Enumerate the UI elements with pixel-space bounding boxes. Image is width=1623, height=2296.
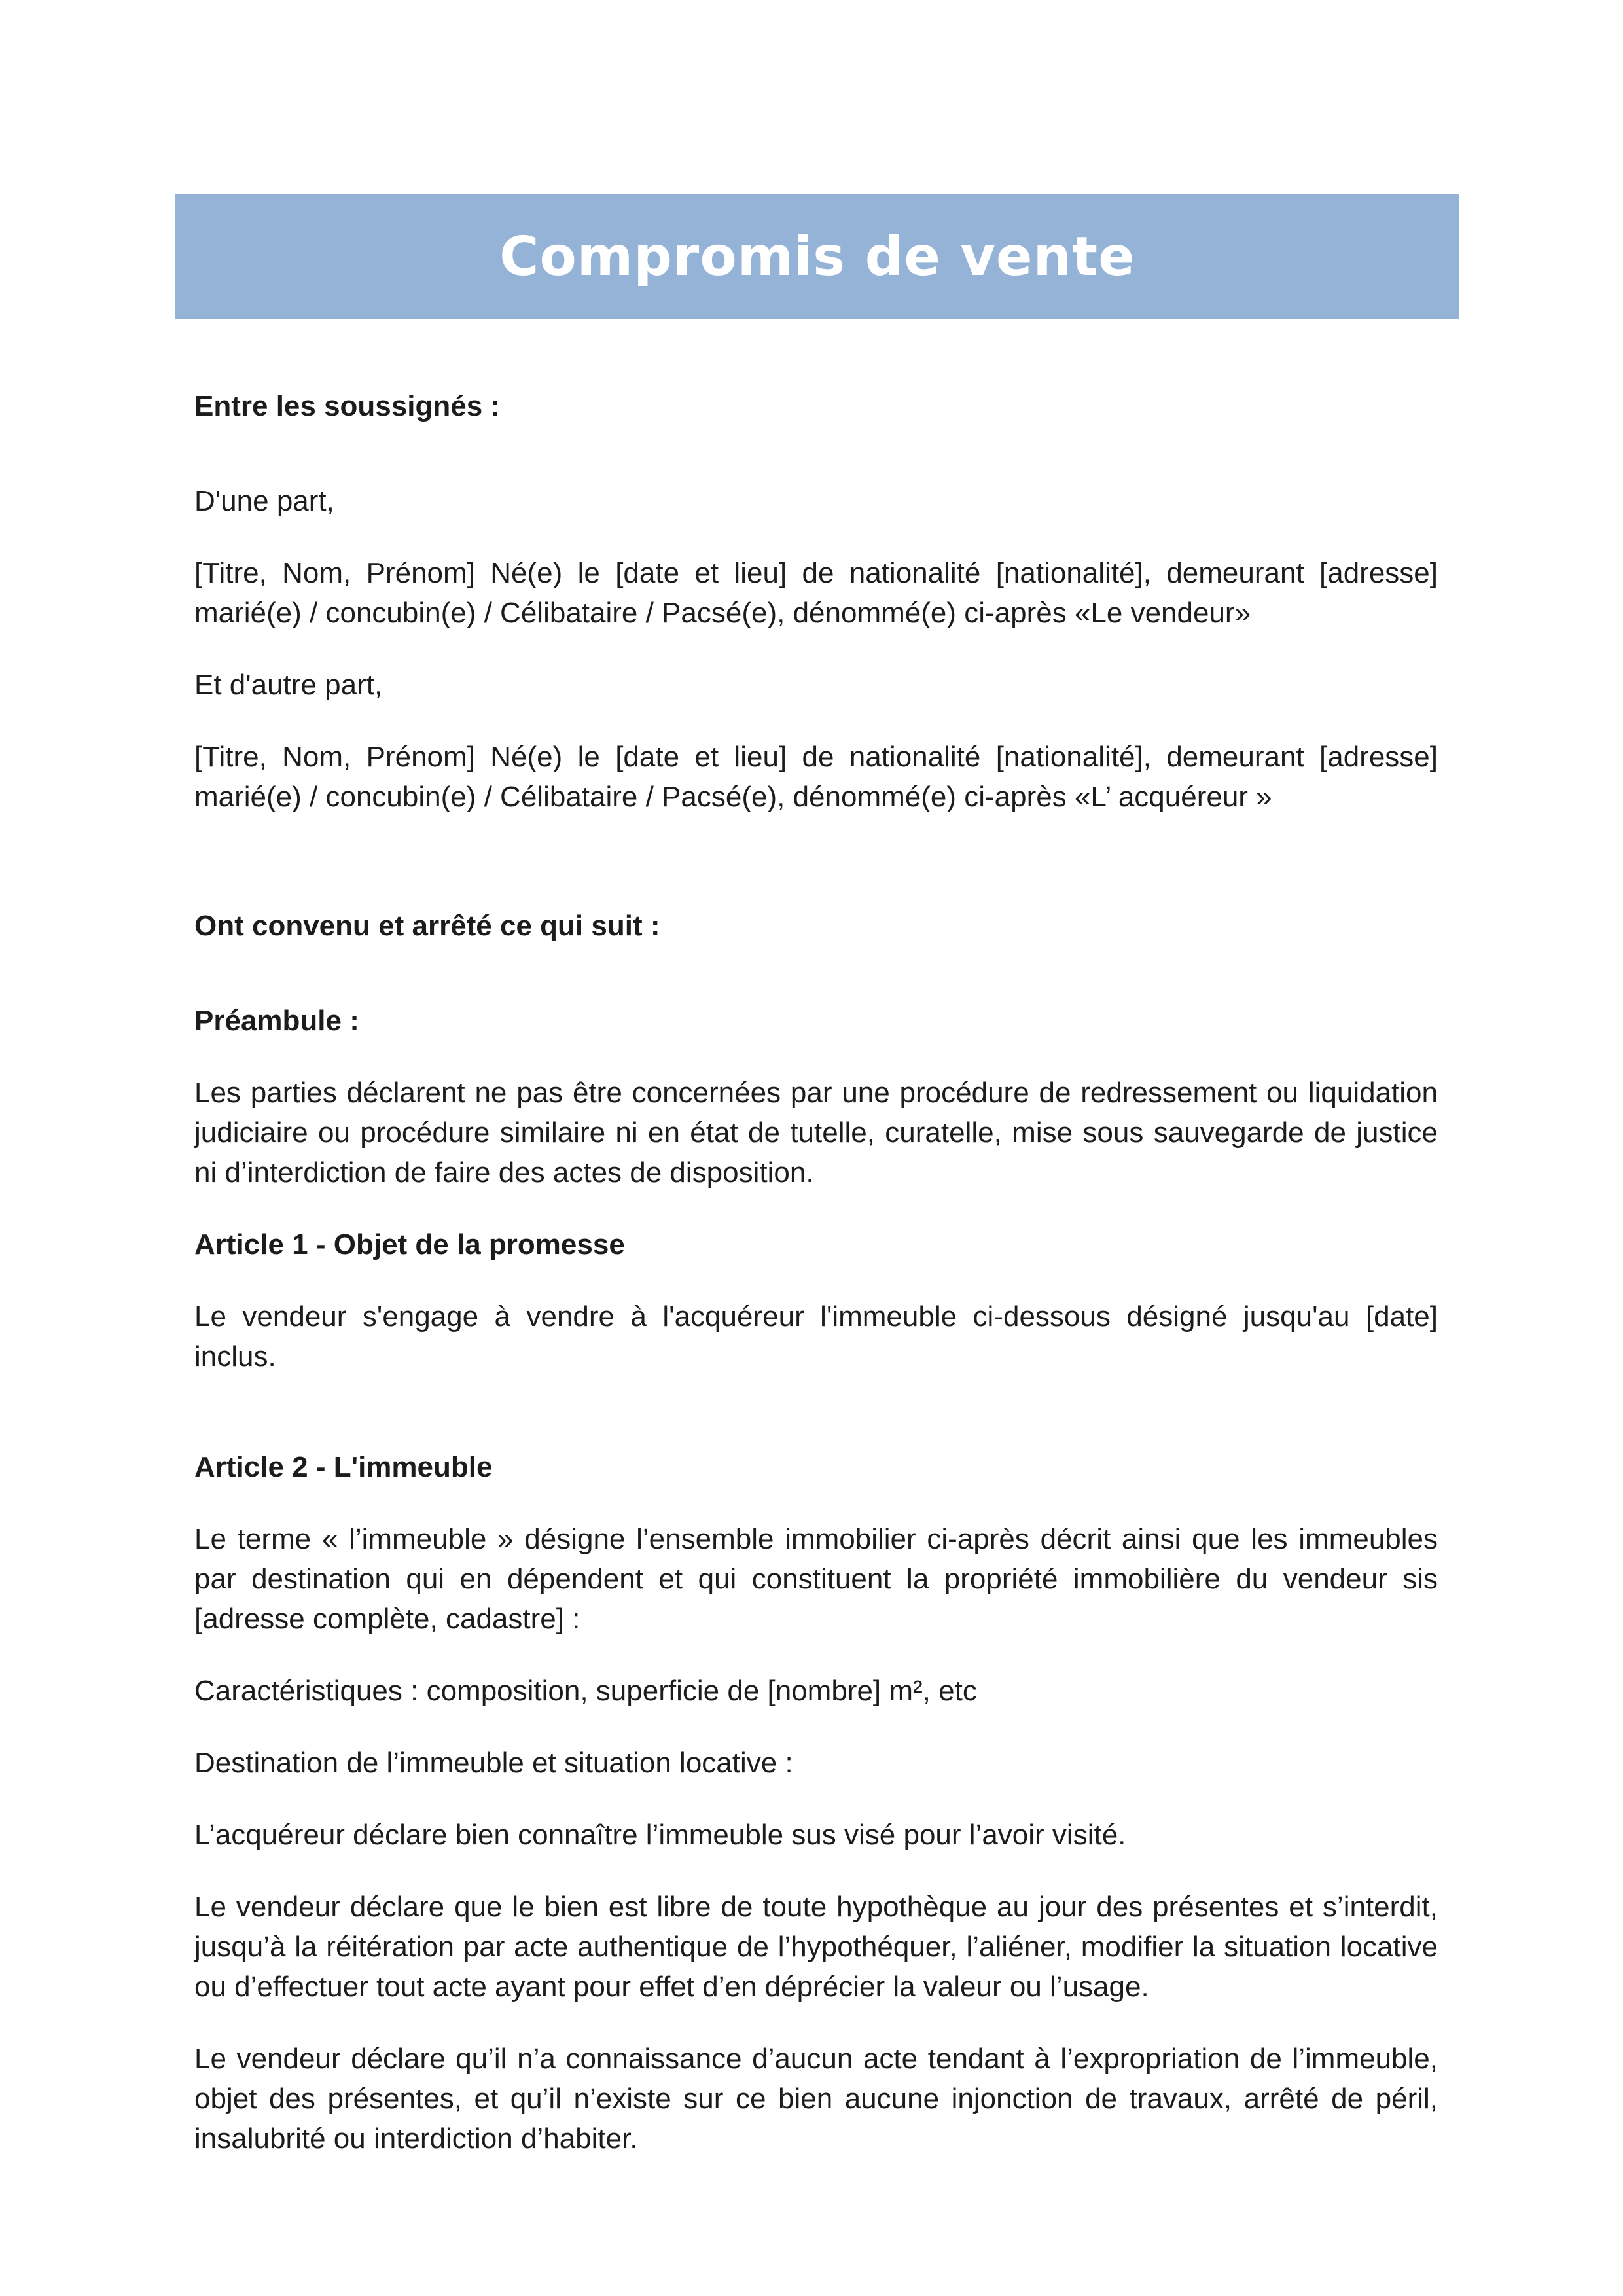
article2-paragraph-destination: Destination de l’immeuble et situation locative :: [194, 1747, 793, 1779]
heading-preambule: Préambule :: [194, 1005, 359, 1037]
une-part-line: D'une part,: [194, 485, 334, 517]
article2-paragraph-definition: Le terme « l’immeuble » désigne l’ensemble immobilier ci-après décrit ainsi que les immeubles par destination qui en dépendent et qui constituent la propriété immobilière du vendeur sis [adresse complète, cadastre] :: [194, 1523, 1438, 1635]
vendeur-paragraph: [Titre, Nom, Prénom] Né(e) le [date et lieu] de nationalité [nationalité], demeurant [adresse] marié(e) / concubin(e) / Célibataire / Pacsé(e), dénommé(e) ci-après «Le vendeur»: [194, 557, 1438, 629]
preambule-paragraph: Les parties déclarent ne pas être concernées par une procédure de redressement ou liquidation judiciaire ou procédure similaire ni en état de tutelle, curatelle, mise sous sauvegarde de justice ni d’interdiction de faire des actes de disposition.: [194, 1077, 1438, 1189]
article1-heading: Article 1 - Objet de la promesse: [194, 1229, 625, 1261]
article2-paragraph-caracteristiques: Caractéristiques : composition, superficie de [nombre] m², etc: [194, 1675, 977, 1707]
article2-paragraph-expropriation: Le vendeur déclare qu’il n’a connaissance d’aucun acte tendant à l’expropriation de l’immeuble, objet des présentes, et qu’il n’existe sur ce bien aucune injonction de travaux, arrêté de péril, insalubrité ou interdiction d’habiter.: [194, 2043, 1438, 2155]
document-body: [194, 386, 1438, 2159]
article2-heading: Article 2 - L'immeuble: [194, 1451, 493, 1483]
article2-paragraph-hypotheque: Le vendeur déclare que le bien est libre de toute hypothèque au jour des présentes et s’interdit, jusqu’à la réitération par acte authentique de l’hypothéquer, l’aliéner, modifier la situation locative ou d’effectuer tout acte ayant pour effet d’en déprécier la valeur ou l’usage.: [194, 1891, 1438, 2003]
acquereur-paragraph: [Titre, Nom, Prénom] Né(e) le [date et lieu] de nationalité [nationalité], demeurant [adresse] marié(e) / concubin(e) / Célibataire / Pacsé(e), dénommé(e) ci-après «L’ acquéreur »: [194, 741, 1438, 813]
heading-parties: Entre les soussignés :: [194, 390, 501, 422]
title-banner: [175, 194, 1459, 319]
document-title: Compromis de vente: [499, 225, 1135, 288]
heading-convenu: Ont convenu et arrêté ce qui suit :: [194, 910, 660, 942]
autre-part-line: Et d'autre part,: [194, 669, 383, 701]
article1-paragraph: Le vendeur s'engage à vendre à l'acquéreur l'immeuble ci-dessous désigné jusqu'au [date] inclus.: [194, 1300, 1438, 1372]
article2-paragraph-visite: L’acquéreur déclare bien connaître l’immeuble sus visé pour l’avoir visité.: [194, 1819, 1126, 1851]
